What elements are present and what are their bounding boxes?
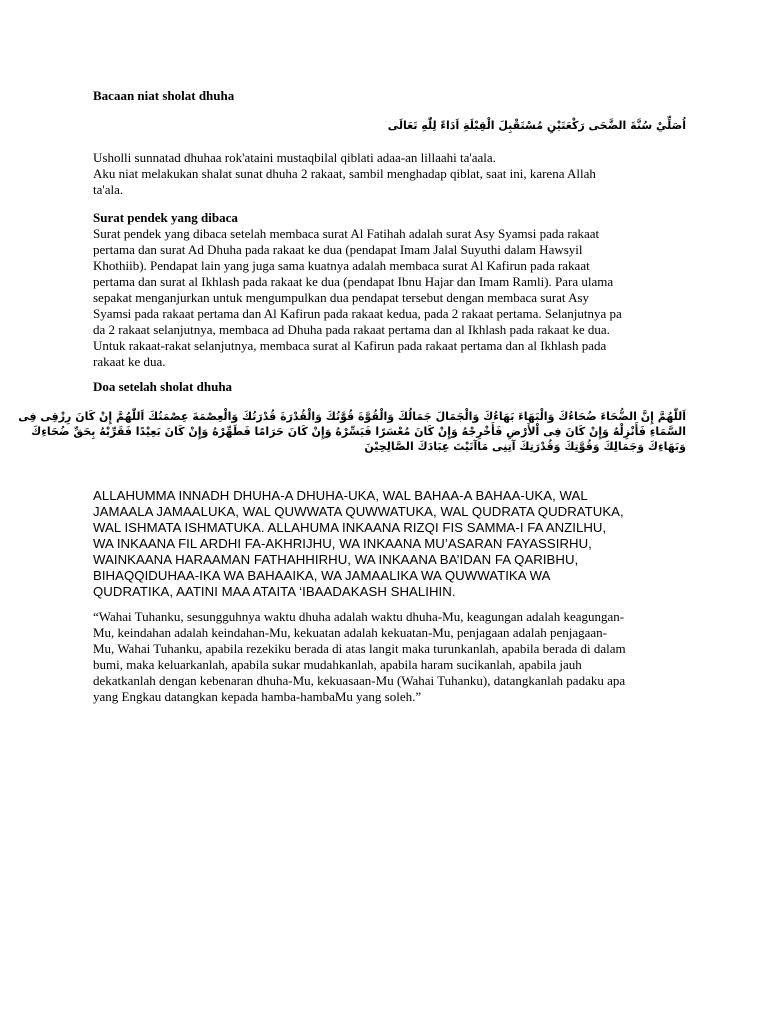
translation-line: Mu, Wahai Tuhanku, apabila rezekiku berada di atas langit maka turunkanlah, apabila berada di dalam <box>93 641 626 656</box>
doa-translation <box>93 609 683 705</box>
translation-line: “Wahai Tuhanku, sesungguhnya waktu dhuha adalah waktu dhuha-Mu, keagungan adalah keagungan- <box>93 609 625 624</box>
heading-niat: Bacaan niat sholat dhuha <box>93 88 235 103</box>
transliteration-line: WAL ISHMATA ISHMATUKA. ALLAHUMA INKAANA RIZQI FIS SAMMA-I FA ANZILHU, <box>93 520 607 535</box>
transliteration-line: ALLAHUMMA INNADH DHUHA-A DHUHA-UKA, WAL BAHAA-A BAHAA-UKA, WAL <box>93 488 588 503</box>
paragraph-line: Aku niat melakukan shalat sunat dhuha 2 rakaat, sambil menghadap qiblat, saat ini, karena Allah <box>93 166 596 181</box>
paragraph-line: Surat pendek yang dibaca setelah membaca surat Al Fatihah adalah surat Asy Syamsi pada rakaat <box>93 226 600 241</box>
paragraph-line: sepakat menganjurkan untuk mengumpulkan dua pendapat tersebut dengan membaca surat Asy <box>93 290 590 305</box>
arabic-niat <box>388 118 686 133</box>
paragraph-line: Syamsi pada rakaat pertama dan Al Kafirun pada rakaat kedua, pada 2 rakaat pertama. Selanjutnya pa <box>93 306 622 321</box>
translation-line: Mu, keindahan adalah keindahan-Mu, kekuatan adalah kekuatan-Mu, penjagaan adalah penjagaan- <box>93 625 608 640</box>
arabic-doa <box>18 409 686 454</box>
transliteration-line: BIHAQQIDUHAA-IKA WA BAHAAIKA, WA JAMAALIKA WA QUWWATIKA WA <box>93 568 551 583</box>
transliteration-line: JAMAALA JAMAALUKA, WAL QUWWATA QUWWATUKA, WAL QUDRATA QUDRATUKA, <box>93 504 624 519</box>
heading-surat: Surat pendek yang dibaca <box>93 210 238 225</box>
arabic-doa-line: اَللّٰهُمَّ إِنَّ الضُّحَاءَ ضُحَاءُكَ وَالْبَهَاءَ بَهَاءُكَ وَالْجَمَالَ جَمَالُكَ وَالْقُوَّةَ قُوَّتُكَ وَالْقُدْرَةَ قُدْرَتُكَ وَالْعِصْمَةَ عِصْمَتُكَ اَللّٰهُمَّ إِنْ كَانَ رِزْقِى فِى <box>18 410 686 423</box>
translation-line: bumi, maka keluarkanlah, apabila sukar mudahkanlah, apabila haram sucikanlah, apabila jauh <box>93 657 582 672</box>
paragraph-line: rakaat ke dua. <box>93 354 166 369</box>
arabic-doa-line: السَّمَاءِ فَأَنْزِلْهُ وَإِنْ كَانَ فِى اْلأَرْضِ فَأَخْرِجْهُ وَإِنْ كَانَ مُعْسَرًا فَيَسِّرْهُ وَإِنْ كَانَ حَرَامًا فَطَهِّرْهُ وَإِنْ كَانَ بَعِيْدًا فَقَرِّبْهُ بِحَقِّ ضُحَاءِكَ <box>31 425 686 438</box>
surat-paragraph <box>93 226 683 370</box>
paragraph-line: Untuk rakaat-rakat selanjutnya, membaca surat al Kafirun pada rakaat pertama dan al Ikhlash pada <box>93 338 607 353</box>
transliteration-line: WAINKAANA HARAAMAN FATHAHHIRHU, WA INKAANA BA’IDAN FA QARIBHU, <box>93 552 579 567</box>
transliteration-line: QUDRATIKA, AATINI MAA ATAITA ‘IBAADAKASH SHALIHIN. <box>93 584 456 599</box>
paragraph-line: pertama dan surat Ad Dhuha pada rakaat ke dua (pendapat Imam Jalal Suyuthi dalam Hawsyil <box>93 242 583 257</box>
arabic-niat-line: اُصَلِّيْ سُنَّةَ الضَّحَى رَكْعَتَيْنِ مُسْتَقْبِلَ الْقِبْلَةِ اَدَاءً لِلّٰهِ تَعَالَى <box>387 119 686 132</box>
paragraph-line: Usholli sunnatad dhuhaa rok'ataini mustaqbilal qiblati adaa-an lillaahi ta'aala. <box>93 150 496 165</box>
translation-line: dekatkanlah dengan kebenaran dhuha-Mu, kekuasaan-Mu (Wahai Tuhanku), datangkanlah padaku apa <box>93 673 626 688</box>
transliteration-line: WA INKAANA FIL ARDHI FA-AKHRIJHU, WA INKAANA MU’ASARAN FAYASSIRHU, <box>93 536 592 551</box>
paragraph-line: pertama dan surat al Ikhlash pada rakaat ke dua (pendapat Ibnu Hajar dan Imam Ramli). Para ulama <box>93 274 614 289</box>
niat-paragraph <box>93 150 683 198</box>
translation-line: yang Engkau datangkan kepada hamba-hambaMu yang soleh.” <box>93 689 422 704</box>
paragraph-line: Khothiib). Pendapat lain yang juga sama kuatnya adalah membaca surat Al Kafirun pada rakaat <box>93 258 590 273</box>
heading-doa: Doa setelah sholat dhuha <box>93 379 233 394</box>
paragraph-line: ta'ala. <box>93 182 124 197</box>
paragraph-line: da 2 rakaat selanjutnya, membaca ad Dhuha pada rakaat pertama dan al Ikhlash pada rakaat ke dua. <box>93 322 610 337</box>
arabic-doa-line: وَبَهَاءِكَ وَجَمَالِكَ وَقُوَّتِكَ وَقُدْرَتِكَ آتِنِى مَاآتَيْتَ عِبَادَكَ الصَّالِحِيْنَ <box>364 440 686 453</box>
doa-latin-transliteration <box>93 488 693 600</box>
